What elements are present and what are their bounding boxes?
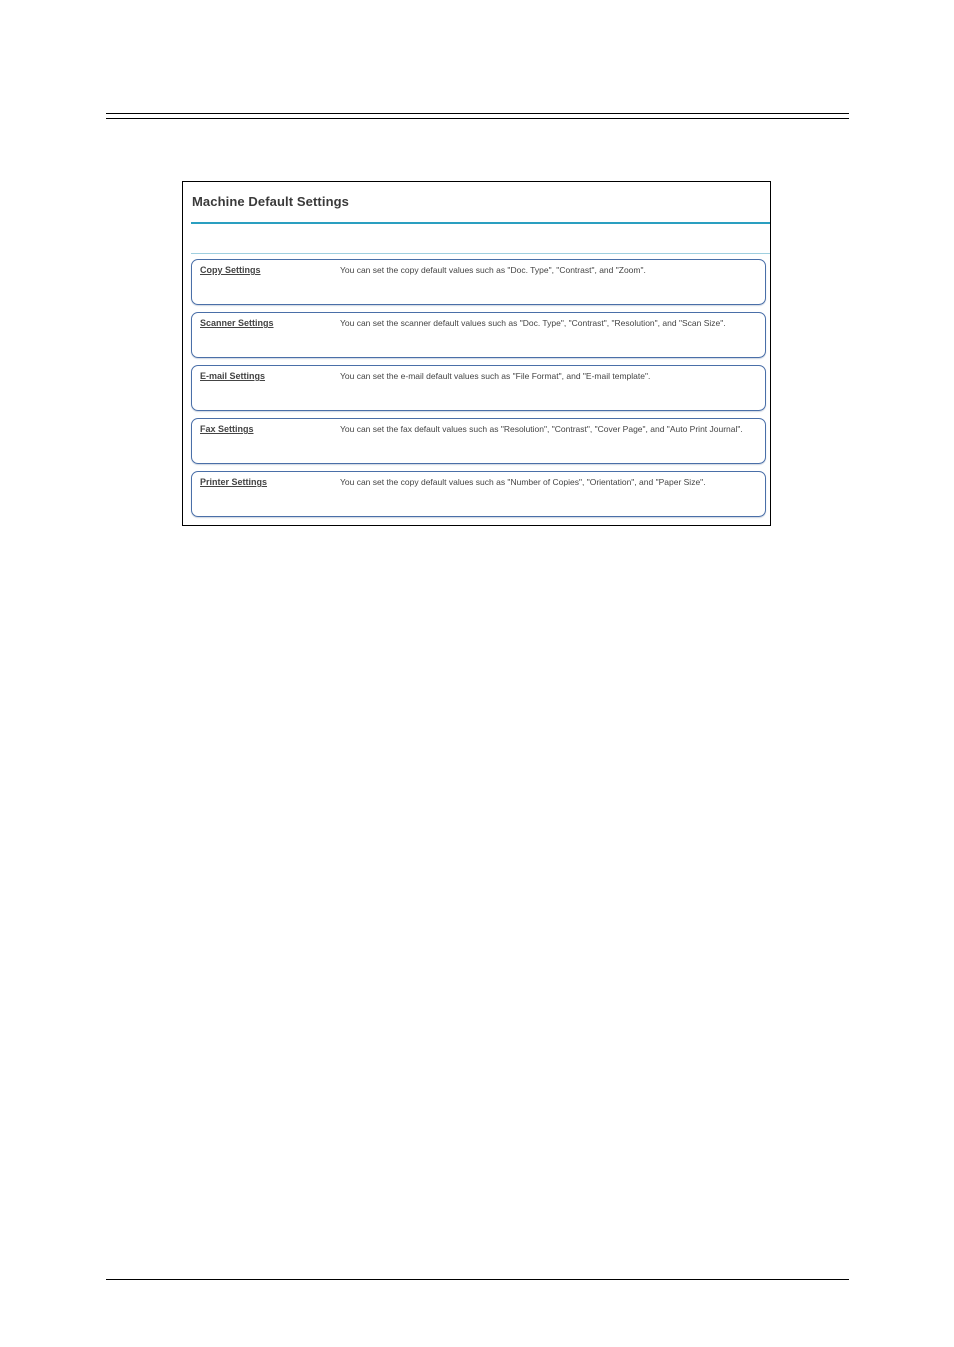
printer-settings-description: You can set the copy default values such as "Number of Copies", "Orientation", and "Paper Size". bbox=[340, 477, 706, 487]
fax-settings-link[interactable]: Fax Settings bbox=[200, 424, 254, 434]
scanner-settings-description: You can set the scanner default values such as "Doc. Type", "Contrast", "Resolution", and "Scan Size". bbox=[340, 318, 726, 328]
machine-default-settings-panel bbox=[182, 181, 771, 526]
page-header-rule bbox=[106, 113, 849, 119]
title-underline bbox=[191, 222, 770, 224]
email-settings-description: You can set the e-mail default values such as "File Format", and "E-mail template". bbox=[340, 371, 651, 381]
settings-row-fax bbox=[191, 418, 766, 464]
copy-settings-description: You can set the copy default values such as "Doc. Type", "Contrast", and "Zoom". bbox=[340, 265, 646, 275]
settings-list bbox=[191, 259, 766, 524]
printer-settings-link[interactable]: Printer Settings bbox=[200, 477, 268, 487]
copy-settings-link[interactable]: Copy Settings bbox=[200, 265, 261, 275]
scanner-settings-link[interactable]: Scanner Settings bbox=[200, 318, 274, 328]
section-divider bbox=[191, 253, 770, 254]
page-title: Machine Default Settings bbox=[192, 194, 349, 209]
settings-row-printer bbox=[191, 471, 766, 517]
page-footer-rule bbox=[106, 1279, 849, 1280]
fax-settings-description: You can set the fax default values such as "Resolution", "Contrast", "Cover Page", and "Auto Print Journal". bbox=[340, 424, 743, 434]
settings-row-scanner bbox=[191, 312, 766, 358]
settings-row-copy bbox=[191, 259, 766, 305]
settings-row-email bbox=[191, 365, 766, 411]
email-settings-link[interactable]: E-mail Settings bbox=[200, 371, 266, 381]
